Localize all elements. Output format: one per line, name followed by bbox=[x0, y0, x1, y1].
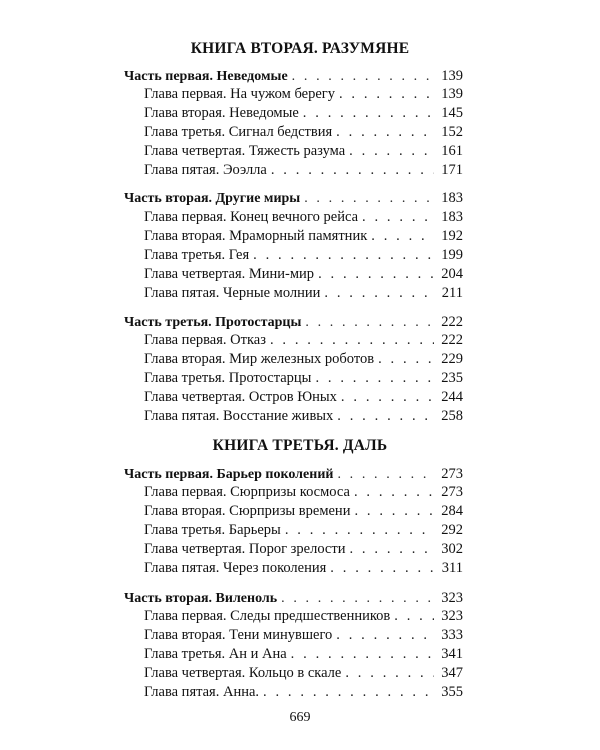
toc-part bbox=[124, 466, 463, 484]
toc-chapter bbox=[144, 389, 463, 407]
dot-leader bbox=[354, 503, 434, 520]
chapter-title: Глава пятая. Восстание живых bbox=[144, 408, 334, 424]
chapter-title: Глава третья. Протостарцы bbox=[144, 370, 312, 386]
page-number: 235 bbox=[441, 370, 463, 386]
page-number: 145 bbox=[441, 105, 463, 121]
dot-leader bbox=[253, 247, 434, 264]
chapter-title: Глава вторая. Мир железных роботов bbox=[144, 351, 375, 367]
chapter-title: Глава четвертая. Тяжесть разума bbox=[144, 143, 346, 159]
page-number: 341 bbox=[441, 646, 463, 662]
toc-chapter bbox=[144, 266, 463, 284]
page-number: 192 bbox=[441, 228, 463, 244]
chapter-title: Глава пятая. Анна. bbox=[144, 684, 260, 700]
page-number: 204 bbox=[441, 266, 463, 282]
toc-chapter bbox=[144, 143, 463, 161]
dot-leader bbox=[285, 522, 434, 539]
dot-leader bbox=[291, 646, 434, 663]
toc-chapter bbox=[144, 162, 463, 180]
dot-leader bbox=[303, 105, 434, 122]
chapter-title: Глава первая. На чужом берегу bbox=[144, 86, 335, 102]
chapter-title: Глава пятая. Через поколения bbox=[144, 560, 327, 576]
page-number: 302 bbox=[441, 541, 463, 557]
dot-leader bbox=[337, 408, 434, 425]
dot-leader bbox=[292, 69, 434, 85]
page-number: 171 bbox=[441, 162, 463, 178]
dot-leader bbox=[271, 162, 434, 179]
dot-leader bbox=[318, 266, 434, 283]
chapter-title: Глава первая. Конец вечного рейса bbox=[144, 209, 359, 225]
toc-chapter bbox=[144, 247, 463, 265]
page-number: 244 bbox=[441, 389, 463, 405]
dot-leader bbox=[354, 484, 434, 501]
toc-chapter bbox=[144, 285, 463, 303]
chapter-title: Глава вторая. Неведомые bbox=[144, 105, 299, 121]
dot-leader bbox=[263, 684, 434, 701]
dot-leader bbox=[349, 541, 434, 558]
chapter-title: Глава четвертая. Кольцо в скале bbox=[144, 665, 342, 681]
page-number: 323 bbox=[441, 590, 463, 606]
page-number: 199 bbox=[441, 247, 463, 263]
dot-leader bbox=[281, 591, 434, 607]
page-number: 258 bbox=[441, 408, 463, 424]
dot-leader bbox=[337, 467, 434, 483]
dot-leader bbox=[336, 627, 434, 644]
page-number: 273 bbox=[441, 466, 463, 482]
dot-leader bbox=[270, 332, 434, 349]
chapter-title: Глава вторая. Сюрпризы времени bbox=[144, 503, 351, 519]
page-number: 183 bbox=[441, 190, 463, 206]
chapter-title: Глава третья. Ан и Ана bbox=[144, 646, 287, 662]
chapter-title: Глава первая. Следы предшественников bbox=[144, 608, 391, 624]
chapter-title: Глава третья. Гея bbox=[144, 247, 250, 263]
dot-leader bbox=[304, 191, 434, 207]
chapter-title: Глава вторая. Мраморный памятник bbox=[144, 228, 368, 244]
page-number: 273 bbox=[441, 484, 463, 500]
page-number: 161 bbox=[441, 143, 463, 159]
dot-leader bbox=[330, 560, 434, 577]
book-title: КНИГА ТРЕТЬЯ. ДАЛЬ bbox=[212, 437, 388, 454]
page-number: 323 bbox=[441, 608, 463, 624]
toc-part bbox=[124, 314, 463, 332]
toc-part bbox=[124, 68, 463, 86]
chapter-title: Глава четвертая. Остров Юных bbox=[144, 389, 337, 405]
page-number: 284 bbox=[441, 503, 463, 519]
dot-leader bbox=[315, 370, 434, 387]
dot-leader bbox=[378, 351, 434, 368]
dot-leader bbox=[345, 665, 434, 682]
page-number: 139 bbox=[441, 86, 463, 102]
toc-chapter bbox=[144, 332, 463, 350]
page-number: 229 bbox=[441, 351, 463, 367]
book-title: КНИГА ВТОРАЯ. РАЗУМЯНЕ bbox=[190, 40, 410, 57]
page-folio: 669 bbox=[289, 710, 311, 725]
toc-chapter bbox=[144, 228, 463, 246]
toc-chapter bbox=[144, 351, 463, 369]
page-number: 292 bbox=[441, 522, 463, 538]
toc-chapter bbox=[144, 209, 463, 227]
part-title: Часть первая. Неведомые bbox=[124, 69, 288, 84]
chapter-title: Глава четвертая. Порог зрелости bbox=[144, 541, 346, 557]
dot-leader bbox=[336, 124, 434, 141]
toc-chapter bbox=[144, 608, 463, 626]
chapter-title: Глава первая. Сюрпризы космоса bbox=[144, 484, 350, 500]
toc-chapter bbox=[144, 541, 463, 559]
toc-chapter bbox=[144, 560, 463, 578]
page-number: 222 bbox=[441, 332, 463, 348]
part-title: Часть вторая. Виленоль bbox=[124, 591, 278, 606]
toc-chapter bbox=[144, 370, 463, 388]
toc-chapter bbox=[144, 105, 463, 123]
toc-chapter bbox=[144, 684, 463, 702]
toc-chapter bbox=[144, 627, 463, 645]
chapter-title: Глава четвертая. Мини-мир bbox=[144, 266, 315, 282]
dot-leader bbox=[362, 209, 434, 226]
chapter-title: Глава первая. Отказ bbox=[144, 332, 266, 348]
dot-leader bbox=[371, 228, 434, 245]
dot-leader bbox=[324, 285, 434, 302]
page-number: 211 bbox=[441, 285, 463, 301]
part-title: Часть первая. Барьер поколений bbox=[124, 467, 334, 482]
page-number: 333 bbox=[441, 627, 463, 643]
toc-chapter bbox=[144, 484, 463, 502]
dot-leader bbox=[305, 315, 434, 331]
toc-chapter bbox=[144, 522, 463, 540]
part-title: Часть вторая. Другие миры bbox=[124, 191, 301, 206]
toc-part bbox=[124, 190, 463, 208]
dot-leader bbox=[341, 389, 434, 406]
page-number: 347 bbox=[441, 665, 463, 681]
chapter-title: Глава пятая. Черные молнии bbox=[144, 285, 321, 301]
toc-chapter bbox=[144, 86, 463, 104]
page-number: 183 bbox=[441, 209, 463, 225]
chapter-title: Глава третья. Сигнал бедствия bbox=[144, 124, 333, 140]
page-number: 222 bbox=[441, 314, 463, 330]
dot-leader bbox=[349, 143, 434, 160]
page-number: 311 bbox=[441, 560, 463, 576]
toc-chapter bbox=[144, 408, 463, 426]
toc-part bbox=[124, 590, 463, 608]
toc-chapter bbox=[144, 503, 463, 521]
toc-chapter bbox=[144, 646, 463, 664]
chapter-title: Глава пятая. Эоэлла bbox=[144, 162, 267, 178]
chapter-title: Глава вторая. Тени минувшего bbox=[144, 627, 333, 643]
page-number: 355 bbox=[441, 684, 463, 700]
chapter-title: Глава третья. Барьеры bbox=[144, 522, 281, 538]
toc-chapter bbox=[144, 124, 463, 142]
dot-leader bbox=[339, 86, 434, 103]
page-number: 152 bbox=[441, 124, 463, 140]
dot-leader bbox=[394, 608, 434, 625]
page-number: 139 bbox=[441, 68, 463, 84]
part-title: Часть третья. Протостарцы bbox=[124, 315, 302, 330]
toc-chapter bbox=[144, 665, 463, 683]
